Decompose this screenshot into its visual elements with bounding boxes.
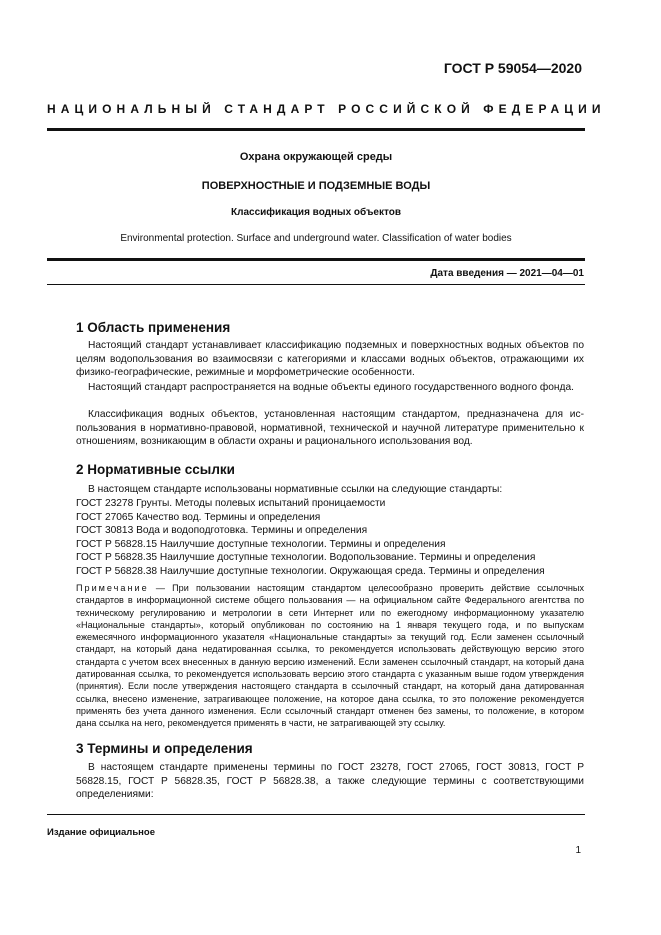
title-sub: Классификация водных объектов [231,207,401,218]
title-english: Environmental protection. Surface and underground water. Classification of water bodies [120,233,512,244]
reference-item: ГОСТ Р 56828.35 Наилучшие доступные технологии. Водопользование. Термины и определения [76,552,536,564]
section-1-paragraph-1: Настоящий стандарт устанавливает классификацию подземных и поверхностных водных объектов по целям водопользования во взаимосвязи с категориями и классами водных объектов, отражающими их физико-географические, режимные и морфометрические особенности. [76,340,584,379]
title-subject: Охрана окружающей среды [239,151,393,163]
section-3-paragraph-1: В настоящем стандарте применены термины по ГОСТ 23278, ГОСТ 27065, ГОСТ 30813, ГОСТ Р 56828.15, ГОСТ Р 56828.35, ГОСТ Р 56828.38, а также следующие термины с соответствующими определениями: [76,762,584,801]
date-divider [47,284,585,285]
title-bottom-divider [47,258,585,261]
title-main: ПОВЕРХНОСТНЫЕ И ПОДЗЕМНЫЕ ВОДЫ [201,180,431,192]
section-1-paragraph-3: Классификация водных объектов, установленная настоящим стандартом, предназначена для использования в нормативно-правовой, нормативной, технической и научной литературе применительно к отношениям, возникающим в области охраны и рационального использования вод. [76,409,584,448]
introduction-date: Дата введения — 2021—04—01 [430,268,584,279]
reference-item: ГОСТ 27065 Качество вод. Термины и определения [76,511,321,523]
section-1-heading: 1 Область применения [76,320,231,335]
reference-item: ГОСТ Р 56828.15 Наилучшие доступные технологии. Термины и определения [76,538,446,550]
official-edition-label: Издание официальное [47,827,155,838]
normative-references-list [76,497,584,579]
section-2-heading: 2 Нормативные ссылки [76,462,235,477]
note-label: Примечание [76,583,149,593]
section-2-intro: В настоящем стандарте использованы нормативные ссылки на следующие стандарты: [88,484,503,495]
document-code: ГОСТ Р 59054—2020 [443,60,582,76]
page-number: 1 [575,845,581,856]
reference-item: ГОСТ Р 56828.38 Наилучшие доступные технологии. Окружающая среда. Термины и определения [76,565,545,577]
national-standard-title: НАЦИОНАЛЬНЫЙ СТАНДАРТ РОССИЙСКОЙ ФЕДЕРАЦИИ [47,102,606,116]
section-1-paragraph-2: Настоящий стандарт распространяется на водные объекты единого государственного водного фонда. [88,382,574,393]
reference-item: ГОСТ 30813 Вода и водоподготовка. Термины и определения [76,525,368,537]
reference-item: ГОСТ 23278 Грунты. Методы полевых испытаний проницаемости [76,498,386,509]
top-divider [47,128,585,131]
note-text: — При пользовании настоящим стандартом целесообразно проверить действие ссылочных стандартов в информационной системе общего пользования — на официальном сайте Федерального агентства по техническому регулированию и метрологии в сети Интернет или по ежегодному информационному указателю «Национальные стандарты», который опубликован по состоянию на 1 января текущего года, и по выпускам ежемесячного информационного указателя «Национальные стандарты» за текущий год. Если заменен ссылочный стандарт, на который дана недатированная ссылка, то рекомендуется использовать действующую версию этого стандарта с учетом всех внесенных в данную версию изменений. Если заменен ссылочный стандарт, на который дана датированная ссылка, то рекомендуется использовать версию этого стандарта с указанным выше годом утверждения (принятия). Если после утверждения настоящего стандарта в ссылочный стандарт, на который дана датированная ссылка, внесено изменение, затрагивающее положение, на которое дана ссылка, то это положение рекомендуется применять без учета данного изменения. Если ссылочный стандарт отменен без замены, то положение, в котором дана ссылка на него, рекомендуется применять в части, не затрагивающей эту ссылку. [76,583,584,729]
section-3-heading: 3 Термины и определения [76,741,253,756]
references-note [76,582,584,730]
footer-divider [47,814,585,815]
